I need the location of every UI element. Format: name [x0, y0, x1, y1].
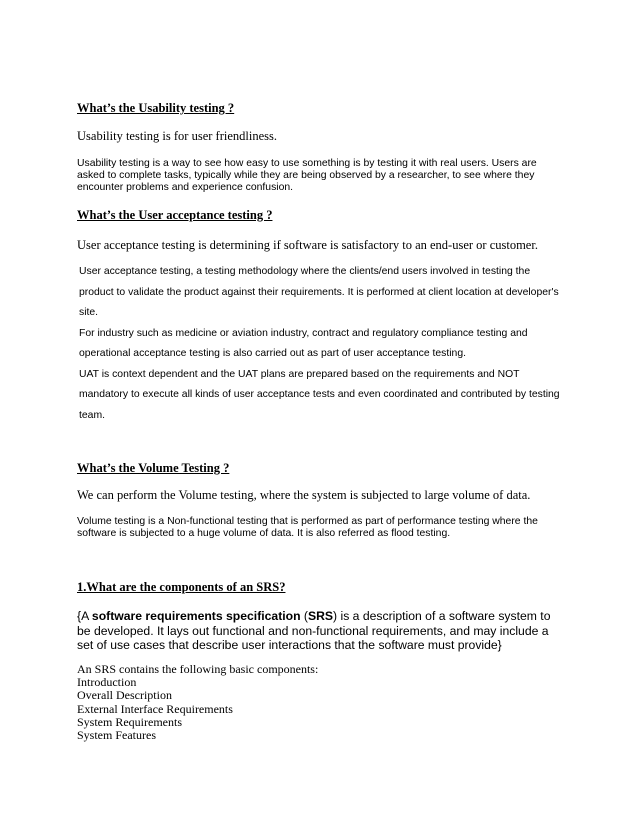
srs-components-list: [77, 676, 233, 742]
usability-lead: Usability testing is for user friendliness.: [77, 129, 277, 143]
srs-definition: [77, 609, 567, 653]
usability-body: Usability testing is a way to see how easy to use something is by testing it with real users. Users are asked to complete tasks, typically while they are being observed by a researcher, to see where they encounter problems and experience confusion.: [77, 158, 537, 194]
uat-line: mandatory to execute all kinds of user acceptance tests and even coordinated and contributed by testing: [79, 389, 560, 400]
uat-line: UAT is context dependent and the UAT plans are prepared based on the requirements and NOT: [79, 368, 520, 380]
uat-line: For industry such as medicine or aviation industry, contract and regulatory compliance testing and: [79, 327, 528, 339]
uat-lead: User acceptance testing is determining if software is satisfactory to an end-user or customer.: [77, 238, 538, 252]
uat-line: product to validate the product against their requirements. It is performed at client location at developer's: [79, 286, 559, 298]
uat-line: operational acceptance testing is also carried out as part of user acceptance testing.: [79, 348, 466, 359]
list-item: System Requirements: [77, 714, 182, 729]
srs-def-prefix: {A: [77, 609, 92, 623]
srs-intro: An SRS contains the following basic components:: [77, 662, 319, 676]
list-item: Introduction: [77, 675, 137, 689]
uat-line: team.: [79, 409, 105, 421]
srs-def-mid: (: [300, 609, 308, 623]
volume-lead: We can perform the Volume testing, where the system is subjected to large volume of data.: [77, 488, 531, 502]
volume-body: Volume testing is a Non-functional testing that is performed as part of performance testing where the software is subjected to a huge volume of data. It is also referred as flood testing.: [77, 516, 538, 540]
list-item: System Features: [77, 728, 156, 743]
uat-heading: What’s the User acceptance testing ?: [77, 208, 273, 222]
uat-line: site.: [79, 307, 99, 318]
srs-def-rest: ) is a description of a software system to be developed. It lays out functional and non-functional requirements, and may include a set of use cases that describe user interactions that the software must provide}: [77, 609, 551, 653]
srs-def-abbr: SRS: [307, 609, 334, 623]
list-item: External Interface Requirements: [77, 701, 233, 716]
uat-line: User acceptance testing, a testing methodology where the clients/end users involved in testing the: [79, 266, 531, 277]
srs-def-term: software requirements specification: [91, 609, 301, 623]
usability-heading: What’s the Usability testing ?: [77, 101, 235, 115]
srs-heading: 1.What are the components of an SRS?: [77, 580, 286, 594]
volume-heading: What’s the Volume Testing ?: [77, 461, 230, 475]
list-item: Overall Description: [77, 688, 172, 703]
uat-body: [79, 262, 569, 426]
